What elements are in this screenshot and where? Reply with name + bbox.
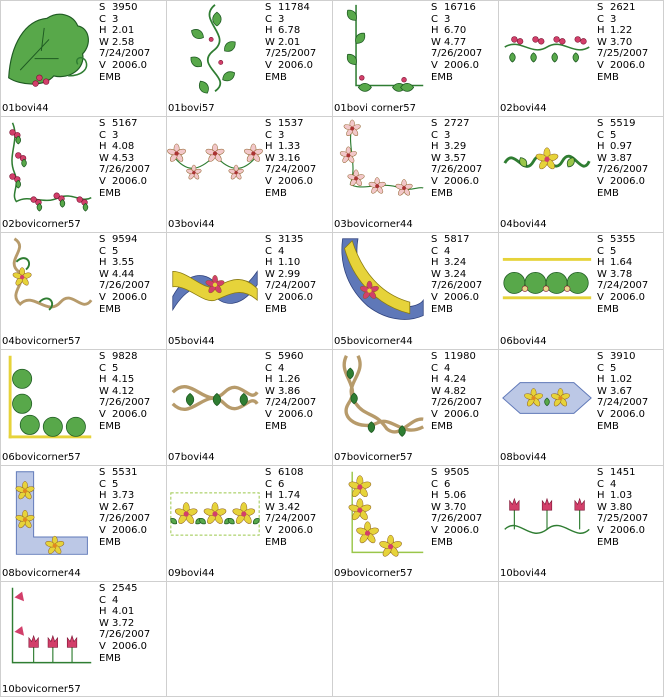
stitch-count: 5355 <box>610 234 636 245</box>
design-height-key: H <box>431 490 439 502</box>
design-height: 6.78 <box>278 25 301 37</box>
format-label: EMB <box>265 303 287 315</box>
color-count: 5 <box>610 362 617 374</box>
design-filename: 05bovi44 <box>168 336 215 347</box>
design-filename: 06bovicorner57 <box>2 452 81 463</box>
design-height-key: H <box>99 490 107 502</box>
version-key: V <box>431 291 438 303</box>
design-date: 7/26/2007 <box>99 513 151 525</box>
stitch-count-key: S <box>597 2 604 13</box>
design-filename: 09bovi44 <box>168 568 215 579</box>
design-width-key: W <box>99 36 109 48</box>
stitch-count-key: S <box>431 234 438 245</box>
design-date: 7/26/2007 <box>99 397 151 409</box>
color-count: 5 <box>112 478 119 490</box>
color-count: 5 <box>610 245 617 257</box>
version-key: V <box>431 524 438 536</box>
version-value: 2006.0 <box>112 640 147 652</box>
design-height: 1.02 <box>610 374 633 386</box>
version-value: 2006.0 <box>278 408 313 420</box>
version-value: 2006.0 <box>444 291 479 303</box>
design-filename: 04bovicorner57 <box>2 336 81 347</box>
version-value: 2006.0 <box>610 524 645 536</box>
color-count: 3 <box>112 13 119 25</box>
color-count: 6 <box>278 478 285 490</box>
version-value: 2006.0 <box>112 408 147 420</box>
version-key: V <box>265 408 272 420</box>
color-count-key: C <box>431 129 438 141</box>
design-filename: 01bovi57 <box>168 103 215 114</box>
version-value: 2006.0 <box>610 408 645 420</box>
version-key: V <box>265 524 272 536</box>
version-key: V <box>99 640 106 652</box>
design-width: 3.42 <box>278 501 301 513</box>
design-date: 7/24/2007 <box>265 280 317 292</box>
design-date: 7/26/2007 <box>431 513 483 525</box>
color-count: 4 <box>278 245 285 257</box>
stitch-count: 2545 <box>112 583 138 594</box>
version-value: 2006.0 <box>278 59 313 71</box>
color-count-key: C <box>431 362 438 374</box>
design-filename: 03bovicorner44 <box>334 219 413 230</box>
design-height: 1.03 <box>610 490 633 502</box>
design-height-key: H <box>431 374 439 386</box>
version-value: 2006.0 <box>610 291 645 303</box>
design-width: 3.24 <box>444 268 467 280</box>
stitch-count-key: S <box>265 351 272 362</box>
design-height: 3.73 <box>112 490 135 502</box>
design-width-key: W <box>99 152 109 164</box>
design-width-key: W <box>597 268 607 280</box>
version-value: 2006.0 <box>112 524 147 536</box>
design-width: 4.44 <box>112 268 135 280</box>
stitch-count: 9505 <box>444 467 470 478</box>
design-width: 3.57 <box>444 152 467 164</box>
design-width: 3.87 <box>610 152 633 164</box>
design-width-key: W <box>99 617 109 629</box>
design-filename: 10bovicorner57 <box>2 684 81 695</box>
stitch-count: 11980 <box>444 351 476 362</box>
color-count: 3 <box>610 13 617 25</box>
version-value: 2006.0 <box>610 175 645 187</box>
stitch-count-key: S <box>265 2 272 13</box>
design-height: 2.01 <box>112 25 135 37</box>
design-width: 4.82 <box>444 385 467 397</box>
format-label: EMB <box>597 536 619 548</box>
design-date: 7/25/2007 <box>265 48 317 60</box>
version-value: 2006.0 <box>112 291 147 303</box>
stitch-count: 1451 <box>610 467 636 478</box>
version-key: V <box>99 408 106 420</box>
color-count: 3 <box>444 129 451 141</box>
design-date: 7/24/2007 <box>99 48 151 60</box>
version-value: 2006.0 <box>112 175 147 187</box>
format-label: EMB <box>431 187 453 199</box>
stitch-count-key: S <box>431 2 438 13</box>
color-count-key: C <box>431 13 438 25</box>
stitch-count: 3135 <box>278 234 304 245</box>
color-count: 3 <box>278 13 285 25</box>
color-count-key: C <box>265 245 272 257</box>
design-height-key: H <box>99 257 107 269</box>
version-value: 2006.0 <box>610 59 645 71</box>
design-height: 3.29 <box>444 141 467 153</box>
design-date: 7/24/2007 <box>597 280 649 292</box>
design-date: 7/24/2007 <box>265 164 317 176</box>
design-height-key: H <box>265 490 273 502</box>
color-count-key: C <box>597 478 604 490</box>
design-height-key: H <box>431 141 439 153</box>
design-width-key: W <box>99 385 109 397</box>
design-width: 2.99 <box>278 268 301 280</box>
design-date: 7/26/2007 <box>99 629 151 641</box>
stitch-count: 5167 <box>112 118 138 129</box>
color-count: 3 <box>278 129 285 141</box>
design-date: 7/26/2007 <box>431 164 483 176</box>
stitch-count-key: S <box>431 351 438 362</box>
design-filename: 01bovi corner57 <box>334 103 416 114</box>
color-count: 5 <box>112 245 119 257</box>
design-height-key: H <box>99 25 107 37</box>
design-height: 4.15 <box>112 374 135 386</box>
design-filename: 03bovi44 <box>168 219 215 230</box>
version-key: V <box>597 524 604 536</box>
design-height: 1.26 <box>278 374 301 386</box>
format-label: EMB <box>265 420 287 432</box>
design-filename: 07bovicorner57 <box>334 452 413 463</box>
color-count: 3 <box>112 129 119 141</box>
color-count: 5 <box>112 362 119 374</box>
design-width-key: W <box>597 501 607 513</box>
color-count: 4 <box>444 245 451 257</box>
design-width: 3.86 <box>278 385 301 397</box>
stitch-count-key: S <box>99 118 106 129</box>
design-height: 3.55 <box>112 257 135 269</box>
design-height-key: H <box>597 490 605 502</box>
color-count-key: C <box>597 129 604 141</box>
version-key: V <box>431 175 438 187</box>
stitch-count: 9828 <box>112 351 138 362</box>
design-height-key: H <box>265 141 273 153</box>
stitch-count: 5519 <box>610 118 636 129</box>
design-filename: 09bovicorner57 <box>334 568 413 579</box>
design-width-key: W <box>265 36 275 48</box>
design-width: 2.01 <box>278 36 301 48</box>
design-height-key: H <box>265 257 273 269</box>
design-date: 7/26/2007 <box>431 48 483 60</box>
format-label: EMB <box>265 536 287 548</box>
design-width-key: W <box>99 501 109 513</box>
design-height-key: H <box>597 257 605 269</box>
color-count-key: C <box>597 362 604 374</box>
design-width-key: W <box>265 152 275 164</box>
color-count-key: C <box>265 13 272 25</box>
version-value: 2006.0 <box>112 59 147 71</box>
version-key: V <box>431 59 438 71</box>
design-height-key: H <box>99 606 107 618</box>
format-label: EMB <box>99 187 121 199</box>
color-count: 4 <box>610 478 617 490</box>
design-height-key: H <box>99 141 107 153</box>
stitch-count-key: S <box>597 467 604 478</box>
stitch-count: 2621 <box>610 2 636 13</box>
design-height-key: H <box>597 374 605 386</box>
color-count-key: C <box>265 129 272 141</box>
stitch-count-key: S <box>265 118 272 129</box>
design-width-key: W <box>265 268 275 280</box>
version-key: V <box>431 408 438 420</box>
format-label: EMB <box>99 303 121 315</box>
color-count-key: C <box>597 13 604 25</box>
design-width: 3.70 <box>610 36 633 48</box>
version-key: V <box>597 59 604 71</box>
stitch-count: 3910 <box>610 351 636 362</box>
version-key: V <box>265 291 272 303</box>
version-value: 2006.0 <box>444 524 479 536</box>
version-key: V <box>99 175 106 187</box>
design-height: 0.97 <box>610 141 633 153</box>
color-count: 3 <box>444 13 451 25</box>
format-label: EMB <box>431 71 453 83</box>
format-label: EMB <box>597 420 619 432</box>
design-filename: 10bovi44 <box>500 568 547 579</box>
stitch-count-key: S <box>431 467 438 478</box>
color-count-key: C <box>99 129 106 141</box>
version-key: V <box>99 524 106 536</box>
version-key: V <box>597 291 604 303</box>
design-width-key: W <box>431 385 441 397</box>
stitch-count: 5531 <box>112 467 138 478</box>
design-width: 2.58 <box>112 36 135 48</box>
stitch-count: 11784 <box>278 2 310 13</box>
version-value: 2006.0 <box>278 175 313 187</box>
version-value: 2006.0 <box>444 408 479 420</box>
version-value: 2006.0 <box>444 175 479 187</box>
design-filename: 02bovi44 <box>500 103 547 114</box>
design-width: 3.70 <box>444 501 467 513</box>
design-height-key: H <box>431 25 439 37</box>
design-height: 1.22 <box>610 25 633 37</box>
version-key: V <box>265 175 272 187</box>
design-width: 3.80 <box>610 501 633 513</box>
stitch-count-key: S <box>597 351 604 362</box>
design-height: 6.70 <box>444 25 467 37</box>
design-height: 4.24 <box>444 374 467 386</box>
design-height: 1.64 <box>610 257 633 269</box>
color-count-key: C <box>597 245 604 257</box>
design-date: 7/26/2007 <box>431 280 483 292</box>
format-label: EMB <box>597 187 619 199</box>
stitch-count: 6108 <box>278 467 304 478</box>
design-width: 4.53 <box>112 152 135 164</box>
design-date: 7/26/2007 <box>431 397 483 409</box>
stitch-count-key: S <box>265 467 272 478</box>
format-label: EMB <box>431 303 453 315</box>
version-key: V <box>597 408 604 420</box>
format-label: EMB <box>99 536 121 548</box>
design-height-key: H <box>597 25 605 37</box>
format-label: EMB <box>99 652 121 664</box>
color-count-key: C <box>265 362 272 374</box>
design-width-key: W <box>265 501 275 513</box>
design-height-key: H <box>265 374 273 386</box>
design-width: 3.78 <box>610 268 633 280</box>
stitch-count: 5960 <box>278 351 304 362</box>
stitch-count-key: S <box>99 351 106 362</box>
format-label: EMB <box>99 71 121 83</box>
color-count-key: C <box>99 478 106 490</box>
design-width-key: W <box>265 385 275 397</box>
design-height: 5.06 <box>444 490 467 502</box>
design-filename: 01bovi44 <box>2 103 49 114</box>
stitch-count-key: S <box>431 118 438 129</box>
design-width-key: W <box>431 501 441 513</box>
design-filename: 07bovi44 <box>168 452 215 463</box>
design-height: 1.74 <box>278 490 301 502</box>
stitch-count-key: S <box>597 118 604 129</box>
version-value: 2006.0 <box>444 59 479 71</box>
color-count: 4 <box>278 362 285 374</box>
version-value: 2006.0 <box>278 291 313 303</box>
design-height-key: H <box>597 141 605 153</box>
design-date: 7/25/2007 <box>597 513 649 525</box>
stitch-count-key: S <box>597 234 604 245</box>
design-filename: 08bovi44 <box>500 452 547 463</box>
version-key: V <box>265 59 272 71</box>
version-value: 2006.0 <box>278 524 313 536</box>
color-count-key: C <box>99 245 106 257</box>
color-count: 6 <box>444 478 451 490</box>
format-label: EMB <box>265 71 287 83</box>
design-width-key: W <box>597 36 607 48</box>
version-key: V <box>597 175 604 187</box>
format-label: EMB <box>99 420 121 432</box>
design-width-key: W <box>597 152 607 164</box>
design-height-key: H <box>265 25 273 37</box>
design-width: 4.12 <box>112 385 135 397</box>
design-width-key: W <box>431 268 441 280</box>
stitch-count: 3950 <box>112 2 138 13</box>
version-key: V <box>99 59 106 71</box>
design-date: 7/24/2007 <box>265 397 317 409</box>
color-count: 4 <box>112 594 119 606</box>
design-width: 3.67 <box>610 385 633 397</box>
color-count-key: C <box>431 478 438 490</box>
design-width-key: W <box>431 36 441 48</box>
color-count-key: C <box>265 478 272 490</box>
design-width-key: W <box>431 152 441 164</box>
design-height-key: H <box>431 257 439 269</box>
format-label: EMB <box>597 71 619 83</box>
design-width: 3.72 <box>112 617 135 629</box>
color-count: 4 <box>444 362 451 374</box>
stitch-count: 9594 <box>112 234 138 245</box>
color-count-key: C <box>431 245 438 257</box>
stitch-count: 5817 <box>444 234 470 245</box>
design-height: 3.24 <box>444 257 467 269</box>
color-count-key: C <box>99 594 106 606</box>
design-date: 7/24/2007 <box>265 513 317 525</box>
design-height: 4.08 <box>112 141 135 153</box>
format-label: EMB <box>597 303 619 315</box>
design-height: 1.33 <box>278 141 301 153</box>
stitch-count-key: S <box>265 234 272 245</box>
design-date: 7/26/2007 <box>597 164 649 176</box>
stitch-count: 16716 <box>444 2 476 13</box>
design-date: 7/26/2007 <box>99 164 151 176</box>
design-filename: 05bovicorner44 <box>334 336 413 347</box>
stitch-count-key: S <box>99 234 106 245</box>
color-count-key: C <box>99 362 106 374</box>
design-width: 4.77 <box>444 36 467 48</box>
stitch-count-key: S <box>99 467 106 478</box>
format-label: EMB <box>265 187 287 199</box>
design-filename: 08bovicorner44 <box>2 568 81 579</box>
format-label: EMB <box>431 420 453 432</box>
design-filename: 06bovi44 <box>500 336 547 347</box>
design-width: 3.16 <box>278 152 301 164</box>
design-filename: 02bovicorner57 <box>2 219 81 230</box>
stitch-count-key: S <box>99 2 106 13</box>
design-date: 7/24/2007 <box>597 397 649 409</box>
color-count: 5 <box>610 129 617 141</box>
stitch-count: 2727 <box>444 118 470 129</box>
version-key: V <box>99 291 106 303</box>
design-width-key: W <box>597 385 607 397</box>
stitch-count-key: S <box>99 583 106 594</box>
format-label: EMB <box>431 536 453 548</box>
design-width: 2.67 <box>112 501 135 513</box>
color-count-key: C <box>99 13 106 25</box>
design-width-key: W <box>99 268 109 280</box>
design-height-key: H <box>99 374 107 386</box>
design-height: 4.01 <box>112 606 135 618</box>
design-height: 1.10 <box>278 257 301 269</box>
design-date: 7/26/2007 <box>99 280 151 292</box>
design-date: 7/25/2007 <box>597 48 649 60</box>
stitch-count: 1537 <box>278 118 304 129</box>
design-filename: 04bovi44 <box>500 219 547 230</box>
